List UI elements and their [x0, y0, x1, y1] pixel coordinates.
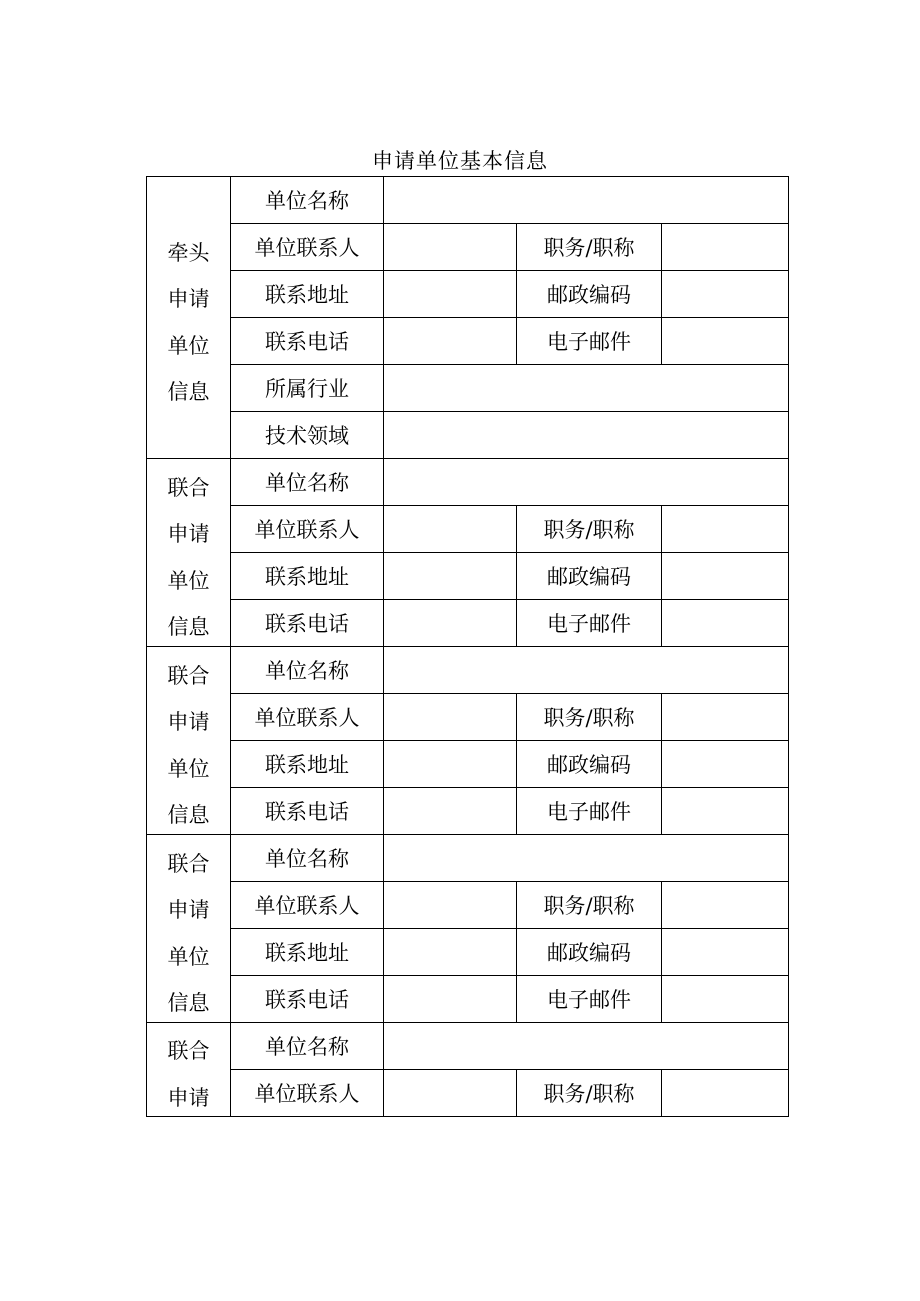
section-label [147, 1023, 231, 1117]
table-row [147, 929, 789, 976]
table-row [147, 788, 789, 835]
field-label: 技术领域 [231, 412, 384, 459]
section-label [147, 647, 231, 835]
table-row [147, 553, 789, 600]
table-row [147, 365, 789, 412]
table-row [147, 459, 789, 506]
field-value[interactable] [384, 788, 517, 835]
field-value[interactable] [384, 365, 789, 412]
table-row [147, 976, 789, 1023]
field-value[interactable] [662, 600, 789, 647]
section-label-line: 信息 [167, 380, 210, 404]
field-label: 联系电话 [231, 976, 384, 1023]
field-value[interactable] [384, 882, 517, 929]
section-label-line: 联合 [167, 663, 210, 688]
field-label: 邮政编码 [517, 553, 662, 600]
field-value[interactable] [384, 506, 517, 553]
field-label: 联系地址 [231, 271, 384, 318]
document-title: 申请单位基本信息 [372, 149, 548, 173]
field-value[interactable] [384, 1070, 517, 1117]
field-value[interactable] [662, 694, 789, 741]
table-row [147, 882, 789, 929]
field-value[interactable] [662, 1070, 789, 1117]
field-label: 邮政编码 [517, 741, 662, 788]
field-label: 单位联系人 [231, 882, 384, 929]
field-value[interactable] [662, 882, 789, 929]
section-label-line: 联合 [167, 475, 210, 500]
section-label-line: 申请 [167, 522, 210, 546]
applicant-info-table [146, 176, 789, 1117]
field-value[interactable] [662, 929, 789, 976]
section-label-line: 联合 [167, 851, 210, 876]
field-label: 邮政编码 [517, 271, 662, 318]
section-label [147, 835, 231, 1023]
field-label: 联系地址 [231, 929, 384, 976]
table-row [147, 271, 789, 318]
field-label: 单位名称 [231, 835, 384, 882]
section-label-line: 单位 [167, 756, 210, 781]
field-value[interactable] [662, 741, 789, 788]
field-label: 电子邮件 [517, 976, 662, 1023]
section-label-line: 申请 [167, 710, 210, 734]
field-label: 单位名称 [231, 647, 384, 694]
field-value[interactable] [384, 224, 517, 271]
section-label [147, 177, 231, 459]
field-value[interactable] [384, 553, 517, 600]
table-row [147, 318, 789, 365]
section-label-line: 申请 [167, 287, 210, 311]
field-label: 单位名称 [231, 177, 384, 224]
field-label: 单位名称 [231, 1023, 384, 1070]
field-label: 职务/职称 [517, 882, 662, 929]
field-value[interactable] [384, 1023, 789, 1070]
table-row [147, 835, 789, 882]
table-row [147, 647, 789, 694]
field-label: 联系电话 [231, 788, 384, 835]
section-label-line: 联合 [167, 1039, 210, 1063]
table-row [147, 741, 789, 788]
field-label: 电子邮件 [517, 600, 662, 647]
field-label: 单位名称 [231, 459, 384, 506]
field-label: 职务/职称 [517, 1070, 662, 1117]
field-label: 单位联系人 [231, 694, 384, 741]
field-value[interactable] [384, 835, 789, 882]
table-row [147, 1070, 789, 1117]
field-label: 联系电话 [231, 600, 384, 647]
field-value[interactable] [662, 976, 789, 1023]
field-value[interactable] [662, 224, 789, 271]
section-label [147, 459, 231, 647]
table-row [147, 694, 789, 741]
section-label-line: 单位 [167, 568, 210, 593]
field-value[interactable] [384, 271, 517, 318]
field-label: 邮政编码 [517, 929, 662, 976]
field-label: 职务/职称 [517, 506, 662, 553]
table-row [147, 1023, 789, 1070]
field-value[interactable] [384, 318, 517, 365]
field-value[interactable] [384, 459, 789, 506]
table-row [147, 177, 789, 224]
field-label: 电子邮件 [517, 788, 662, 835]
field-value[interactable] [384, 694, 517, 741]
field-value[interactable] [384, 600, 517, 647]
field-value[interactable] [662, 271, 789, 318]
section-label-line: 申请 [167, 1085, 210, 1110]
field-value[interactable] [384, 741, 517, 788]
table-row [147, 506, 789, 553]
field-value[interactable] [384, 929, 517, 976]
section-label-line: 牵头 [167, 240, 210, 265]
field-value[interactable] [662, 506, 789, 553]
table-row [147, 412, 789, 459]
table-row [147, 600, 789, 647]
section-label-line: 单位 [167, 333, 210, 358]
field-label: 联系电话 [231, 318, 384, 365]
table-row [147, 224, 789, 271]
field-value[interactable] [662, 553, 789, 600]
section-label-line: 单位 [167, 944, 210, 969]
field-label: 单位联系人 [231, 506, 384, 553]
field-label: 联系地址 [231, 553, 384, 600]
field-label: 所属行业 [231, 365, 384, 412]
field-value[interactable] [384, 412, 789, 459]
field-label: 职务/职称 [517, 694, 662, 741]
section-label-line: 信息 [167, 991, 210, 1015]
section-label-line: 信息 [167, 615, 210, 639]
field-value[interactable] [662, 788, 789, 835]
field-value[interactable] [384, 976, 517, 1023]
field-value[interactable] [662, 318, 789, 365]
section-label-line: 信息 [167, 803, 210, 827]
field-label: 联系地址 [231, 741, 384, 788]
field-value[interactable] [384, 647, 789, 694]
field-value[interactable] [384, 177, 789, 224]
field-label: 单位联系人 [231, 1070, 384, 1117]
section-label-line: 申请 [167, 898, 210, 922]
field-label: 职务/职称 [517, 224, 662, 271]
field-label: 电子邮件 [517, 318, 662, 365]
field-label: 单位联系人 [231, 224, 384, 271]
